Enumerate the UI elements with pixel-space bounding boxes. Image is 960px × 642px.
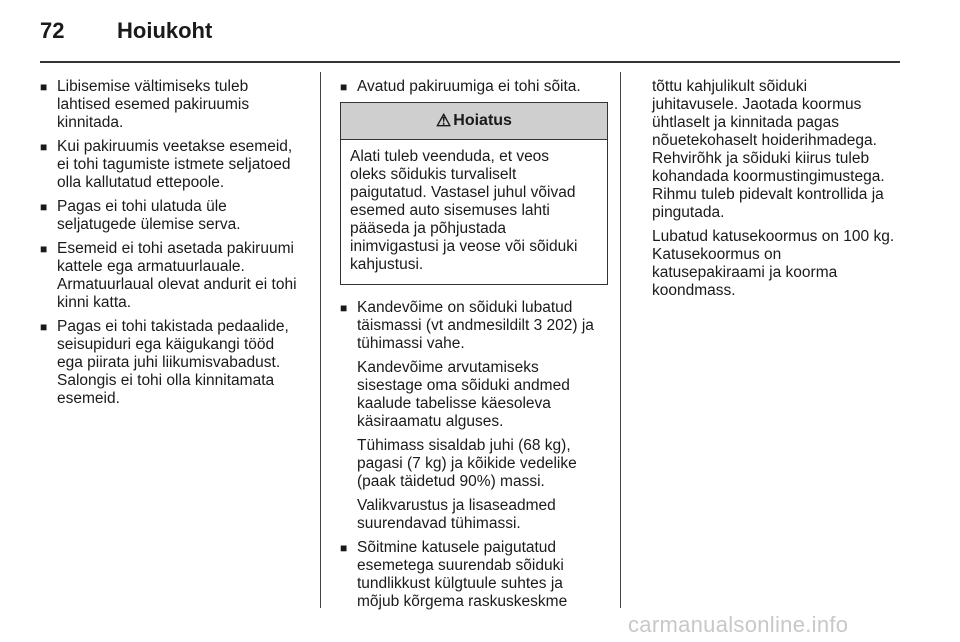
list-item: ■ Pagas ei tohi takistada pedaalide, seisupiduri ega käigukangi tööd ega piirata juhi liikumisvabadust. Salongis ei tohi olla kinnitamata esemeid. bbox=[40, 318, 289, 407]
paragraph: Lubatud katusekoormus on 100 kg. Katusekoormus on katusepakiraami ja koorma koondmass. bbox=[652, 228, 895, 299]
page-header bbox=[0, 0, 960, 62]
column-divider-2 bbox=[620, 72, 621, 608]
list-item: ■ Sõitmine katusele paigutatud esemetega suurendab sõiduki tundlikkust külgtuule suhtes ja mõjub kõrgema raskuskeskme bbox=[340, 539, 568, 610]
list-item: ■ Avatud pakiruumiga ei tohi sõita. bbox=[340, 78, 581, 95]
bullet-square-icon: ■ bbox=[40, 200, 48, 214]
page-reference-arrow-icon: 3 bbox=[533, 317, 543, 334]
bullet-square-icon: ■ bbox=[340, 80, 348, 94]
warning-text: Alati tuleb veenduda, et veos oleks sõidukis turvaliselt paigutatud. Vastasel juhul võivad esemed auto sisemuses lahti pääseda ja põhjustada inimvigastusi ja veose või sõiduki kahjustusi. bbox=[350, 148, 578, 273]
warning-title: Hoiatus bbox=[453, 112, 512, 129]
warning-triangle-icon: ⚠ bbox=[436, 111, 452, 130]
warning-box bbox=[340, 102, 608, 285]
watermark: carmanualsonline.info bbox=[628, 612, 849, 637]
header-divider bbox=[40, 61, 900, 63]
bullet-square-icon: ■ bbox=[40, 80, 48, 94]
bullet-square-icon: ■ bbox=[40, 242, 48, 256]
list-item: ■ Pagas ei tohi ulatuda üle seljatugede ülemise serva. bbox=[40, 198, 241, 233]
list-item: ■ Kandevõime on sõiduki lubatud täismassi (vt andmesildilt 3 202) ja tühimassi vahe. bbox=[340, 299, 594, 352]
column-divider-1 bbox=[320, 72, 321, 608]
paragraph: Kandevõime arvutamiseks sisestage oma sõiduki andmed kaalude tabelisse käesoleva käsiraamatu alguses. bbox=[357, 359, 570, 430]
page-number: 72 bbox=[40, 18, 65, 43]
paragraph: Valikvarustus ja lisaseadmed suurendavad tühimassi. bbox=[357, 497, 556, 532]
list-item: ■ Libisemise vältimiseks tuleb lahtised esemed pakiruumis kinnitada. bbox=[40, 78, 250, 131]
paragraph: tõttu kahjulikult sõiduki juhitavusele. Jaotada koormus ühtlaselt ja kinnitada pagas nõuetekohaselt hoiderihmadega. Rehvirõhk ja sõiduki kiirus tuleb kohandada koormustingimustega. Rihmu tuleb pidevalt kontrollida ja pingutada. bbox=[652, 78, 885, 221]
warning-header bbox=[341, 103, 607, 140]
paragraph: Tühimass sisaldab juhi (68 kg), pagasi (7 kg) ja kõikide vedelike (paak täidetud 90%) massi. bbox=[357, 437, 577, 490]
bullet-square-icon: ■ bbox=[340, 541, 348, 555]
bullet-square-icon: ■ bbox=[40, 320, 48, 334]
column-3 bbox=[652, 78, 912, 306]
column-2 bbox=[340, 78, 608, 617]
list-item: ■ Esemeid ei tohi asetada pakiruumi kattele ega armatuurlauale. Armatuurlaual olevat andurit ei tohi kinni katta. bbox=[40, 240, 297, 311]
column-1 bbox=[40, 78, 310, 414]
list-item: ■ Kui pakiruumis veetakse esemeid, ei tohi tagumiste istmete seljatoed olla kallutatud ettepoole. bbox=[40, 138, 293, 191]
section-title: Hoiukoht bbox=[117, 18, 213, 43]
bullet-square-icon: ■ bbox=[40, 140, 48, 154]
bullet-square-icon: ■ bbox=[340, 301, 348, 315]
